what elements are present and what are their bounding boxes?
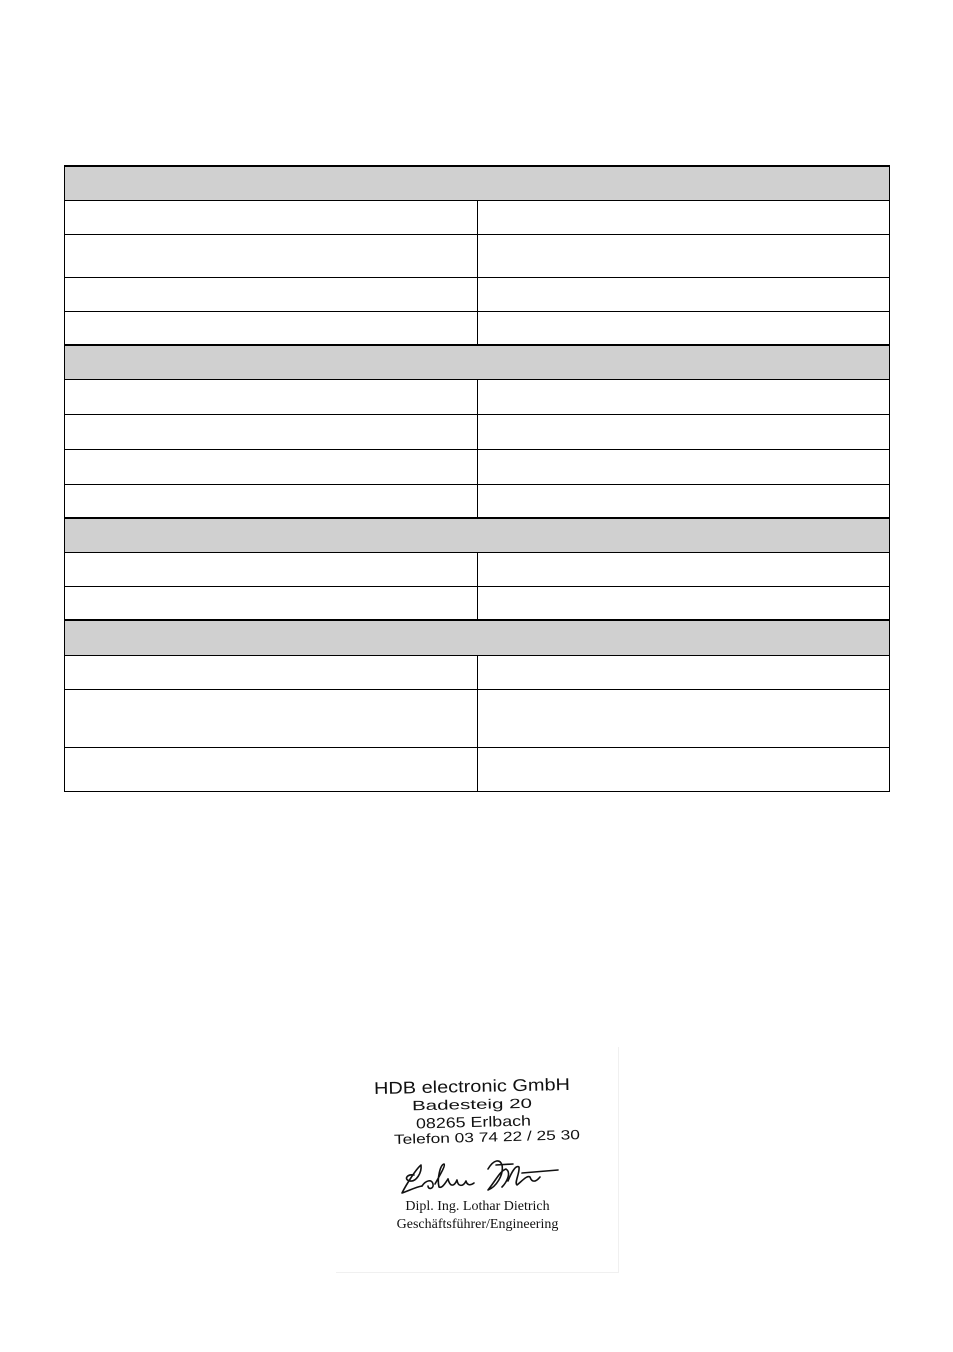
- table-cell-label: [65, 379, 478, 414]
- section-title: [65, 620, 890, 655]
- table-cell-value: [477, 449, 890, 484]
- table-cell-value: [477, 484, 890, 518]
- signer-title: Geschäftsführer/Engineering: [396, 1217, 559, 1232]
- spec-table: [64, 165, 890, 792]
- table-cell-label: [65, 586, 478, 620]
- section-header-row: [65, 345, 890, 379]
- table-cell-value: [477, 311, 890, 345]
- table-cell-value: [477, 277, 890, 311]
- company-stamp: [336, 1047, 619, 1273]
- section-header-row: [65, 166, 890, 200]
- table-cell-label: [65, 655, 478, 689]
- table-row: [65, 449, 890, 484]
- stamp-street: Badesteig 20: [411, 1096, 491, 1114]
- table-cell-label: [65, 689, 478, 747]
- handwritten-signature: [402, 1161, 558, 1193]
- table-cell-value: [477, 234, 890, 277]
- section-title: [65, 345, 890, 379]
- table-cell-label: [65, 234, 478, 277]
- table-cell-value: [477, 414, 890, 449]
- table-row: [65, 234, 890, 277]
- table-row: [65, 689, 890, 747]
- table-row: [65, 586, 890, 620]
- table-cell-value: [477, 379, 890, 414]
- table-row: [65, 552, 890, 586]
- section-title: [65, 166, 890, 200]
- stamp-city: 08265 Erlbach: [415, 1114, 510, 1133]
- table-row: [65, 277, 890, 311]
- table-row: [65, 484, 890, 518]
- table-cell-label: [65, 484, 478, 518]
- table-cell-label: [65, 414, 478, 449]
- section-header-row: [65, 620, 890, 655]
- table-cell-label: [65, 200, 478, 234]
- section-header-row: [65, 518, 890, 552]
- table-cell-label: [65, 747, 478, 791]
- table-cell-label: [65, 449, 478, 484]
- table-row: [65, 414, 890, 449]
- table-cell-label: [65, 311, 478, 345]
- table-row: [65, 747, 890, 791]
- table-cell-value: [477, 655, 890, 689]
- table-cell-label: [65, 277, 478, 311]
- signer-name: Dipl. Ing. Lothar Dietrich: [405, 1199, 550, 1214]
- table-row: [65, 379, 890, 414]
- table-cell-value: [477, 200, 890, 234]
- company-stamp-signature-block: [336, 1047, 619, 1273]
- table-cell-value: [477, 586, 890, 620]
- stamp-phone: Telefon 03 74 22 / 25 30: [393, 1128, 540, 1148]
- table-row: [65, 200, 890, 234]
- table-row: [65, 311, 890, 345]
- table-cell-value: [477, 552, 890, 586]
- table-cell-label: [65, 552, 478, 586]
- table-row: [65, 655, 890, 689]
- table-cell-value: [477, 747, 890, 791]
- table-cell-value: [477, 689, 890, 747]
- section-title: [65, 518, 890, 552]
- stamp-company-name: HDB electronic GmbH: [373, 1075, 542, 1099]
